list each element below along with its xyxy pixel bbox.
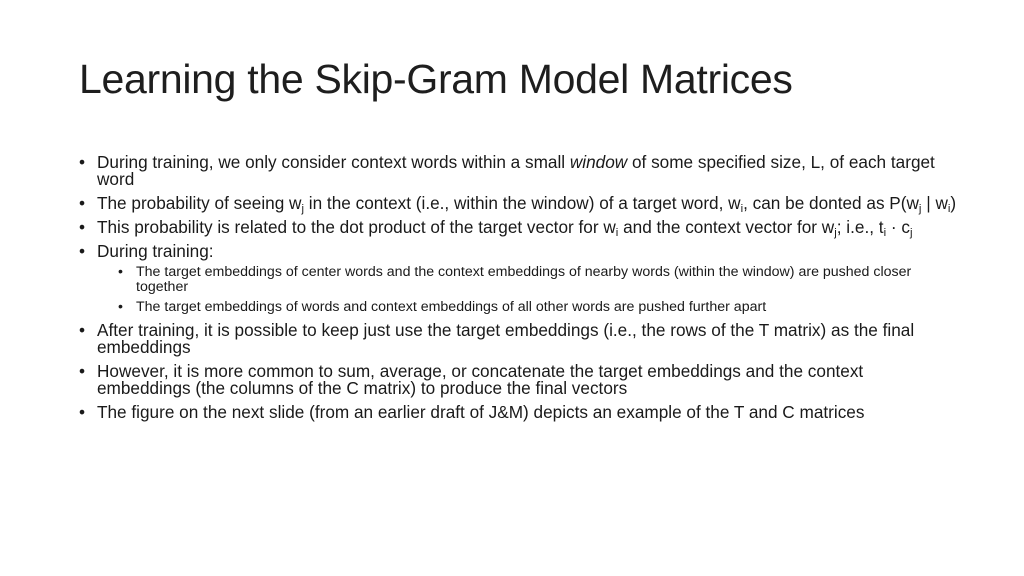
bullet-dot-product: • This probability is related to the dot product of the target vector for $w_i$ and the context vector for $w_j$; i.e., $t_i \cdot c_j$ <box>79 219 959 236</box>
bullet-context-window: • During training, we only consider context words within a small window of some specified size, L, of each target word <box>79 154 959 188</box>
emphasis-window: window <box>569 152 628 172</box>
bullet-probability: • The probability of seeing $w_j$ in the context (i.e., within the window) of a target word, $w_i$, can be donted as $P(w_j$ | $w_i$) <box>79 195 959 212</box>
bullet-list <box>79 154 959 428</box>
bullet-during-training: • During training: • The target embeddings of center words and the context embeddings of nearby words (within the window) are pushed closer together • The target embeddings of words and context embeddings of all other words are pushed further apart <box>79 243 959 315</box>
sub-bullet-pushed-apart: • The target embeddings of words and context embeddings of all other words are pushed further apart <box>118 300 959 315</box>
bullet-combine-embeddings: • However, it is more common to sum, average, or concatenate the target embeddings and the context embeddings (the columns of the C matrix) to produce the final vectors <box>79 363 959 397</box>
slide-title: Learning the Skip-Gram Model Matrices <box>79 56 793 102</box>
sub-bullet-list <box>97 265 959 315</box>
sub-bullet-pushed-closer: • The target embeddings of center words and the context embeddings of nearby words (within the window) are pushed closer together <box>118 265 959 295</box>
bullet-after-training: • After training, it is possible to keep just use the target embeddings (i.e., the rows of the T matrix) as the final embeddings <box>79 322 959 356</box>
bullet-next-slide-figure: • The figure on the next slide (from an earlier draft of J&M) depicts an example of the T and C matrices <box>79 404 959 421</box>
